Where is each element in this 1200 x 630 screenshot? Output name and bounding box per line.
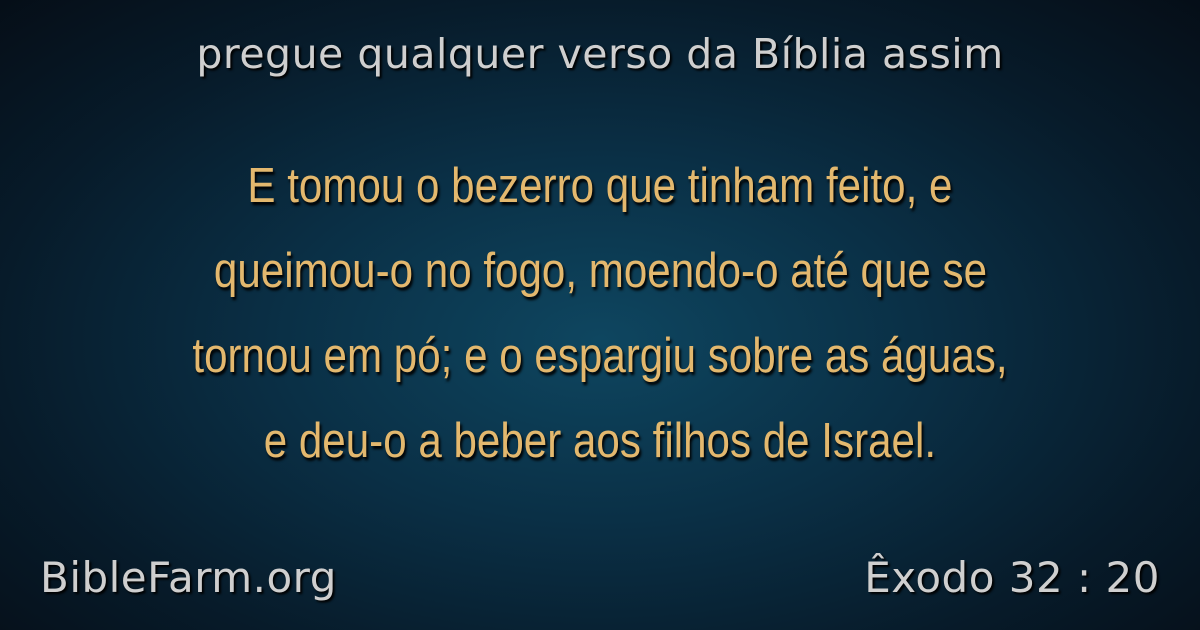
verse-line-3: tornou em pó; e o espargiu sobre as águas, [192,329,1008,383]
tagline: pregue qualquer verso da Bíblia assim [196,30,1004,78]
site-name: BibleFarm.org [40,553,337,602]
verse-text [40,144,1160,474]
verse-reference: Êxodo 32 : 20 [864,553,1160,602]
verse-line-4: e deu-o a beber aos filhos de Israel. [263,414,937,468]
verse-line-1: E tomou o bezerro que tinham feito, e [247,159,953,213]
verse-line-2: queimou-o no fogo, moendo-o até que se [213,244,987,298]
